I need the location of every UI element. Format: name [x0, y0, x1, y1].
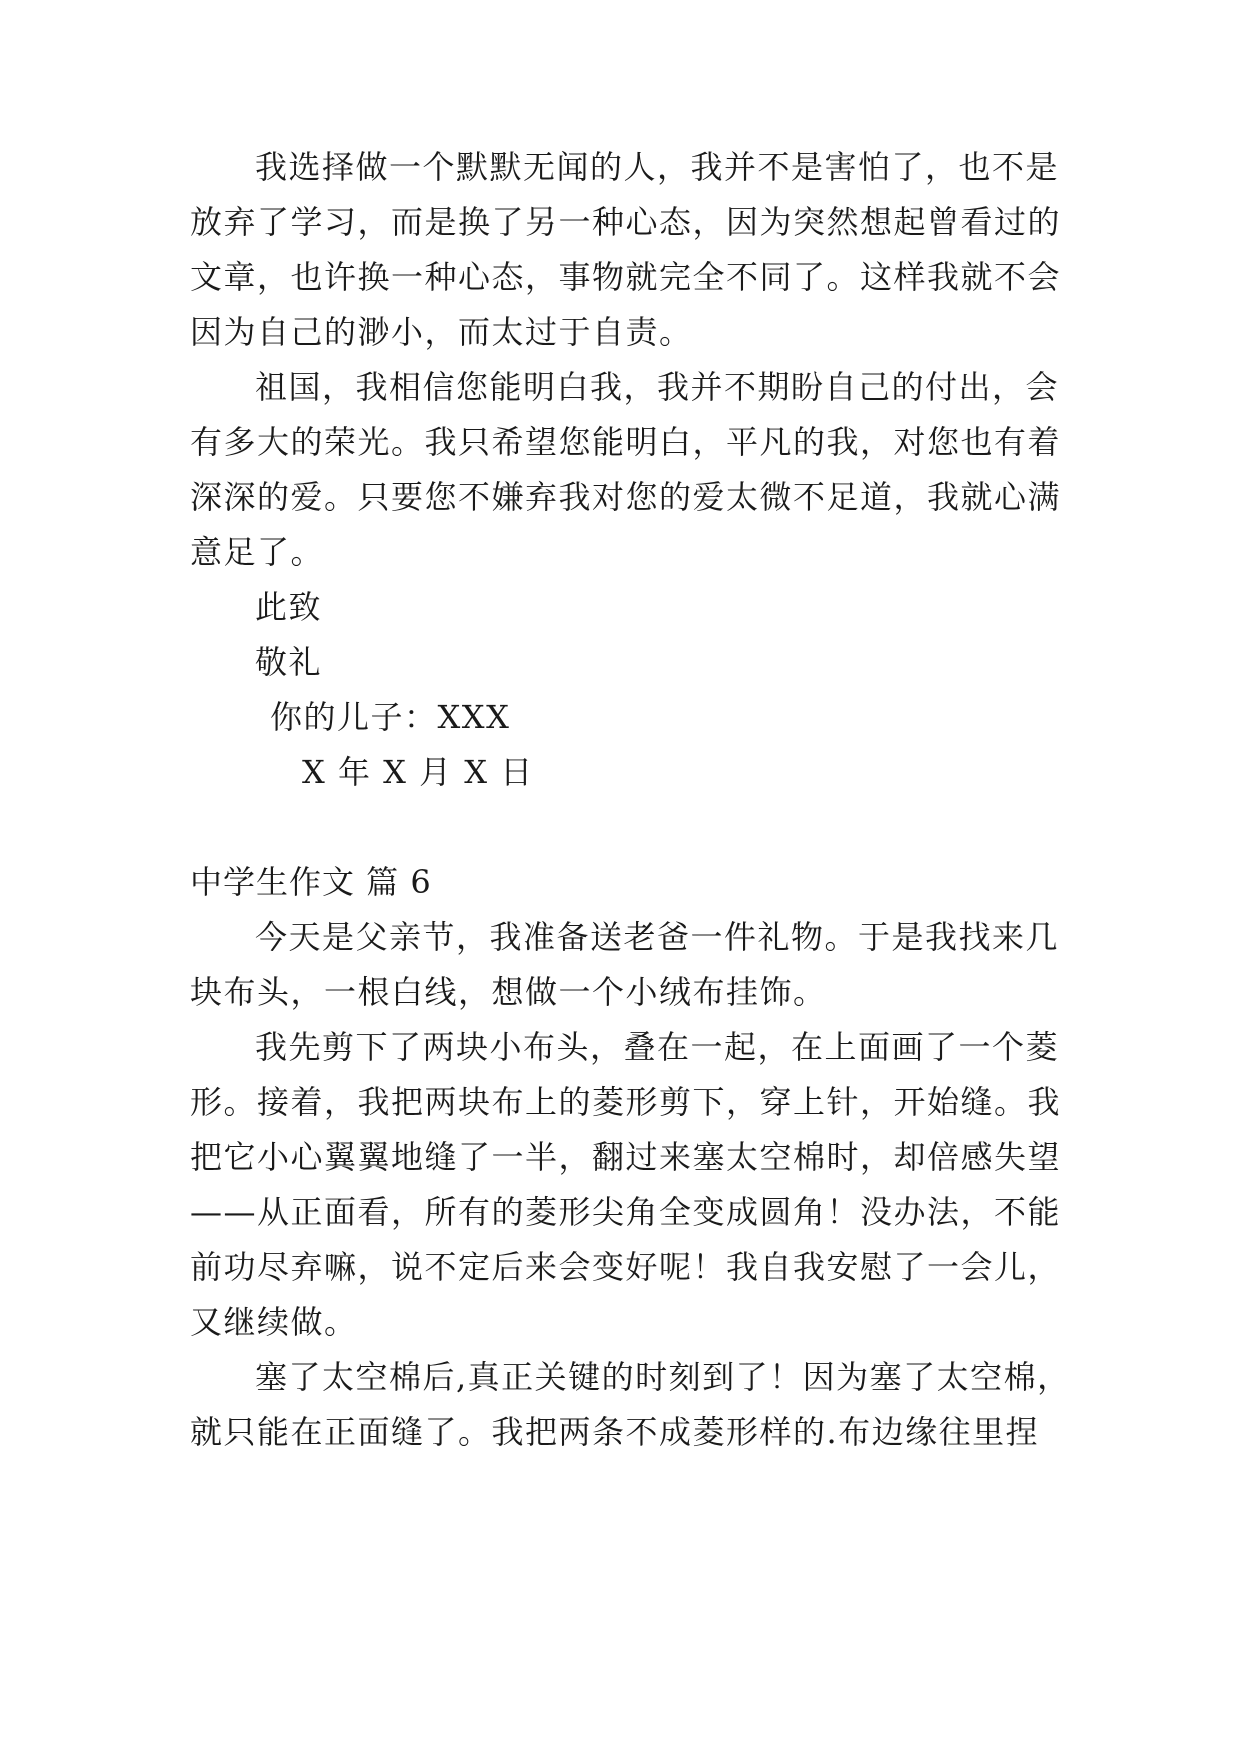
letter-p1-line-4: 因为自己的渺小，而太过于自责。	[190, 313, 693, 351]
letter-p1-line-3: 文章，也许换一种心态，事物就完全不同了。这样我就不会	[190, 258, 1062, 296]
letter-p2-line-1: 祖国，我相信您能明白我，我并不期盼自己的付出，会	[255, 368, 1060, 406]
closing-cizhi: 此致	[255, 588, 323, 626]
essay-p1-line-2: 块布头，一根白线，想做一个小绒布挂饰。	[190, 973, 827, 1011]
essay-p2-line-6: 又继续做。	[190, 1303, 358, 1341]
letter-p2-line-3: 深深的爱。只要您不嫌弃我对您的爱太微不足道，我就心满	[190, 478, 1062, 516]
letter-p1-line-2: 放弃了学习，而是换了另一种心态，因为突然想起曾看过的	[190, 203, 1062, 241]
essay-p3-line-1: 塞了太空棉后,真正关键的时刻到了！因为塞了太空棉，	[255, 1358, 1071, 1396]
closing-jingli: 敬礼	[255, 643, 323, 681]
essay-p2-line-5: 前功尽弃嘛，说不定后来会变好呢！我自我安慰了一会儿，	[190, 1248, 1062, 1286]
essay-p2-line-2: 形。接着，我把两块布上的菱形剪下，穿上针，开始缝。我	[190, 1083, 1062, 1121]
letter-p2-line-2: 有多大的荣光。我只希望您能明白，平凡的我，对您也有着	[190, 423, 1062, 461]
letter-p2-line-4: 意足了。	[190, 533, 325, 571]
essay-p2-line-3: 把它小心翼翼地缝了一半，翻过来塞太空棉时，却倍感失望	[190, 1138, 1062, 1176]
essay-heading: 中学生作文 篇 6	[190, 863, 432, 901]
essay-p1-line-1: 今天是父亲节，我准备送老爸一件礼物。于是我找来几	[255, 918, 1060, 956]
letter-p1-line-1: 我选择做一个默默无闻的人，我并不是害怕了，也不是	[255, 148, 1060, 186]
essay-p2-line-4: ——从正面看，所有的菱形尖角全变成圆角！没办法，不能	[190, 1193, 1062, 1231]
essay-p2-line-1: 我先剪下了两块小布头，叠在一起，在上面画了一个菱	[255, 1028, 1060, 1066]
date: X 年 X 月 X 日	[302, 753, 534, 791]
signature: 你的儿子：XXX	[270, 698, 511, 736]
essay-p3-line-2: 就只能在正面缝了。我把两条不成菱形样的.布边缘往里捏	[190, 1413, 1040, 1451]
